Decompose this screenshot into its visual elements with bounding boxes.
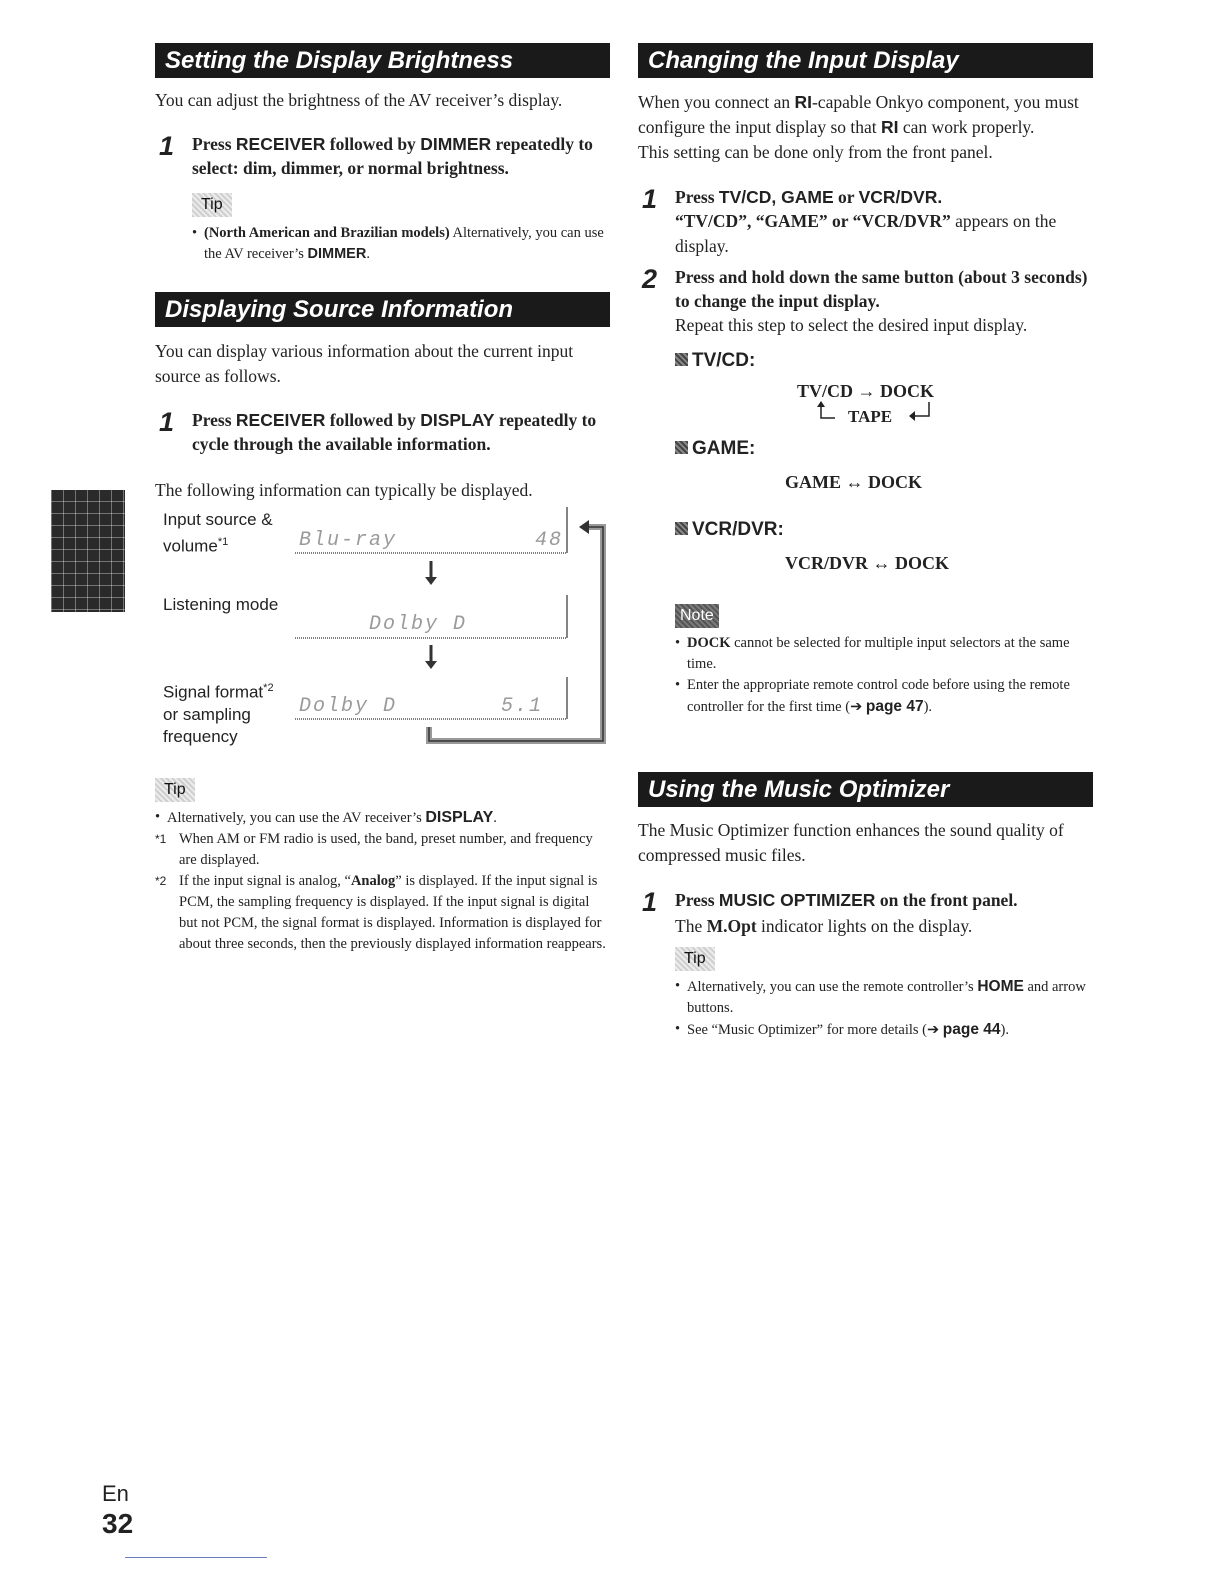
right-column <box>638 43 1093 1041</box>
receiver-button-ref: RECEIVER <box>235 134 326 154</box>
brightness-intro: You can adjust the brightness of the AV receiver’s display. <box>155 90 563 110</box>
lcd-input-source: Blu-ray <box>299 529 398 552</box>
receiver-button-ref: RECEIVER <box>235 410 326 430</box>
display-button-ref: DISPLAY <box>420 410 495 430</box>
page-link[interactable]: page 44 <box>942 1021 1001 1038</box>
down-arrow-icon <box>425 645 437 669</box>
down-arrow-icon <box>425 561 437 585</box>
return-arrow-icon <box>907 400 933 422</box>
input-source-label: Input source & volume$^{*1}$ <box>163 510 273 556</box>
language-label: En <box>102 1481 129 1506</box>
brightness-step: 1 Press RECEIVER followed by DIMMER repeatedly to select: dim, dimmer, or normal brightness. Tip • (North American and Brazilian models) Alternatively, you can use the AV receiver’s DIMMER. <box>155 132 610 265</box>
source-tip: • Alternatively, you can use the AV receiver’s DISPLAY. <box>155 807 610 829</box>
input-intro: When you connect an RI-capable Onkyo component, you must configure the input display so that RI can work properly. <box>638 92 1079 137</box>
footnote-1: *1 When AM or FM radio is used, the band, preset number, and frequency are displayed. <box>155 831 593 868</box>
left-column <box>155 43 610 955</box>
game-subhead: GAME: <box>675 436 1093 462</box>
footer-rule <box>125 1557 267 1558</box>
music-step: 1 Press MUSIC OPTIMIZER on the front panel. The M.Opt indicator lights on the display. Tip • Alternatively, you can use the remote controller’s HOME and arrow buttons. • See “Music Optimizer” for more details (➔ page 44). <box>638 888 1093 1041</box>
ri-logo: RI <box>794 92 812 112</box>
music-tip-2: • See “Music Optimizer” for more details (➔ page 44). <box>675 1019 1093 1041</box>
lcd-signal-format: Dolby D <box>299 695 398 718</box>
vcr-subhead: VCR/DVR: <box>675 517 1093 543</box>
arrow-icon: ➔ <box>926 1022 940 1038</box>
input-step-1: 1 Press TV/CD, GAME or VCR/DVR. “TV/CD”, “GAME” or “VCR/DVR” appears on the display. <box>642 184 1057 256</box>
tip-badge: Tip <box>155 778 195 802</box>
signal-format-label: Signal format$^{*2}$ or sampling frequency <box>163 682 274 746</box>
diagram-lines <box>155 505 615 770</box>
step-number: 1 <box>642 887 658 917</box>
source-heading: Displaying Source Information <box>155 292 610 327</box>
vcr-flow: VCR/DVR ↔ DOCK <box>785 553 949 573</box>
footnote-2: *2 If the input signal is analog, “Analog” is displayed. If the input signal is PCM, the sampling frequency is displayed. If the input signal is digital but not PCM, the signal format is displayed. Information is displayed for about three seconds, then the previously displayed information reappears. <box>155 873 606 952</box>
music-tip-1: • Alternatively, you can use the remote controller’s HOME and arrow buttons. <box>675 976 1093 1019</box>
step-number: 1 <box>159 131 175 161</box>
tip-badge: Tip <box>192 193 232 217</box>
square-bullet-icon <box>675 441 688 454</box>
square-bullet-icon <box>675 353 688 366</box>
lcd-channels: 5.1 <box>501 695 544 718</box>
page-link[interactable]: page 47 <box>865 698 924 715</box>
step-number: 1 <box>642 184 658 214</box>
brightness-heading: Setting the Display Brightness <box>155 43 610 78</box>
note-badge: Note <box>675 604 719 628</box>
dimmer-button-ref: DIMMER <box>420 134 492 154</box>
tvcd-subhead: TV/CD: <box>675 348 1093 374</box>
tvcd-flow: TV/CD → DOCK TAPE <box>797 381 935 426</box>
listening-mode-label: Listening mode <box>163 595 279 614</box>
section-tab-marker <box>51 490 125 612</box>
following-text: The following information can typically be displayed. <box>155 480 533 500</box>
game-flow: GAME ↔ DOCK <box>785 472 922 492</box>
step-number: 2 <box>642 264 658 294</box>
display-cycle-diagram <box>155 505 610 770</box>
tip-badge: Tip <box>675 947 715 971</box>
music-intro: The Music Optimizer function enhances the sound quality of compressed music files. <box>638 820 1064 865</box>
input-intro-2: This setting can be done only from the front panel. <box>638 142 993 162</box>
return-arrow-icon <box>815 400 839 422</box>
music-optimizer-heading: Using the Music Optimizer <box>638 772 1093 807</box>
page-footer <box>102 1481 133 1541</box>
ri-logo: RI <box>881 117 899 137</box>
arrow-icon: ➔ <box>850 699 863 715</box>
step-number: 1 <box>159 407 175 437</box>
input-display-heading: Changing the Input Display <box>638 43 1093 78</box>
note-item-1: • DOCK cannot be selected for multiple input selectors at the same time. <box>675 633 1093 675</box>
square-bullet-icon <box>675 522 688 535</box>
source-intro: You can display various information about the current input source as follows. <box>155 341 574 386</box>
input-step-2: 2 Press and hold down the same button (about 3 seconds) to change the input display. Repeat this step to select the desired input display. TV/CD: TV/CD → DOCK TAPE GAME: GAME ↔ DOCK VCR/DVR: VCR/DVR ↔ DOCK Note • DOCK cannot be selected for multiple input selectors at the same time. • Enter the appropriate remote control code before using the remote controller for the first time (➔ page 47). <box>638 265 1093 718</box>
page-number: 32 <box>102 1508 134 1539</box>
lcd-listening-mode: Dolby D <box>369 613 468 636</box>
note-item-2: • Enter the appropriate remote control code before using the remote controller for the first time (➔ page 47). <box>675 675 1093 718</box>
source-step: 1 Press RECEIVER followed by DISPLAY repeatedly to cycle through the available information. <box>159 407 597 454</box>
brightness-tip: • (North American and Brazilian models) Alternatively, you can use the AV receiver’s DIMMER. <box>192 223 610 265</box>
lcd-volume: 48 <box>535 529 564 552</box>
